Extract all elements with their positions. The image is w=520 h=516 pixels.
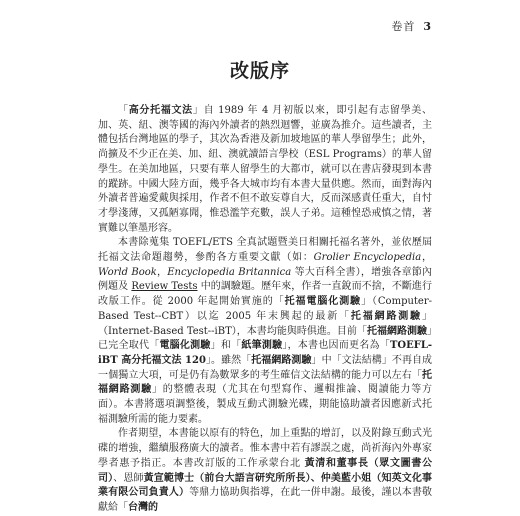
paragraph: [98, 104, 432, 236]
italic-run: Grolier Encyclopedia: [313, 252, 422, 264]
running-head: [391, 18, 432, 34]
text-run: 」自 1989 年 4 月初版以來，即引起有志留學美、加、英、紐、澳等國的海內外讀者的熱烈迴響，並廣為推介。這些讀者，主體包括台灣地區的學子，其次為香港及新加坡地區的華人學留學生；此外，尚擴及不少正在美、加、紐、澳就讀語言學校（ESL Programs）的華人留學生。在美加地區，只要有華人留學生的大都市，就可以在書店發現到本書的蹤跡。中國大陸方面，幾乎各大城市均有本書大量供應。然而，面對海內外讀者普遍愛戴與採用，作者不但不敢妄尊自大，反而深感責任重大，自忖才學淺薄，又孤陋寡聞，惟恐濫竽充數，誤人子弟。這種惶恐戒慎之情，著實難以筆墨形容。: [98, 105, 433, 234]
bold-run: 紙筆測驗: [241, 340, 283, 352]
text-run: 」中「文法結構」不再自成一個獨立大項，可是仍有為數眾多的考生確信文法結構的能力可以左右「: [98, 354, 433, 381]
text-run: 」，本書也因而更名為「: [282, 340, 390, 352]
section-label: 卷首: [391, 20, 416, 33]
bold-run: 電腦化測驗: [159, 340, 211, 352]
bold-run: 托福網路測驗: [350, 310, 423, 322]
text-run: 」（Computer-Based Test--CBT）以迄 2005 年末興起的最新「: [98, 296, 433, 322]
italic-run: Encyclopedia Britannica: [167, 266, 292, 278]
bold-run: 黃清和董事長（眾文圖書公司）: [98, 457, 432, 484]
text-run: 「: [118, 105, 129, 116]
page-number: 3: [423, 20, 432, 33]
page-title: 改版序: [229, 60, 290, 82]
text-run: 」和「: [210, 340, 242, 352]
body-text: [98, 104, 432, 516]
bold-run: 、仲美藍小姐（知英文化事業有限公司負責人）: [98, 472, 433, 499]
bold-run: 托福網路測驗: [251, 354, 312, 366]
underlined-run: Review Tests: [131, 281, 198, 293]
text-run: ，: [156, 266, 168, 278]
text-run: ，: [421, 252, 433, 264]
text-run: 本書除蒐集 TOEFL/ETS 全真試題暨美日相關托福名著外，並依歷屆托福文法命題趨勢，參酌各方重要文獻（如：: [98, 237, 432, 264]
text-run: 等鼎力協助與指導，在此一併申謝。最後，謹以本書敬獻給「: [98, 487, 432, 513]
text-run: 作者期望，本書能以原有的特色，加上重點的增訂，以及附錄互動式光碟的增強，繼續服務廣大的讀者。惟本書中若有謬誤之處，尚祈海內外專家學者惠予指正。本書改訂版的工作承蒙台北: [98, 428, 432, 469]
bold-run: 托福網路測驗: [98, 369, 432, 396]
text-run: 」的整體表現（尤其在句型寫作、邏輯推論、閱讀能力等方面）。本書將選項調整後，製成互動式測驗光碟，期能協助讀者因應新式托福測驗所需的能力要素。: [98, 384, 432, 425]
bold-run: 托福網路測驗: [366, 325, 428, 337]
text-run: 中的調驗題。歷年來，作者一直銳而不捨，不斷進行改版工作。從 2000 年起開始實施的「: [98, 281, 432, 308]
text-run: 、恩師: [113, 472, 144, 484]
text-run: 等大百科全書），增強各章節內例題及: [98, 266, 432, 293]
paragraph: [98, 427, 432, 515]
bold-run: 黃宣範博士（前台大語言研究所所長）: [143, 472, 311, 484]
text-run: 」。雖然「: [205, 354, 252, 366]
paragraph: [98, 236, 432, 427]
bold-run: 高分托福文法: [128, 105, 193, 116]
italic-run: World Book: [98, 266, 157, 278]
bold-run: TOEFL-iBT 高分托福文法 120: [98, 340, 433, 366]
text-run: 」已完全取代「: [98, 325, 433, 352]
bold-run: 台灣的: [128, 501, 158, 513]
text-run: 」（Internet-Based Test--iBT），本書均能與時俱進。目前「: [98, 310, 433, 337]
bold-run: 托福電腦化測驗: [284, 296, 362, 308]
